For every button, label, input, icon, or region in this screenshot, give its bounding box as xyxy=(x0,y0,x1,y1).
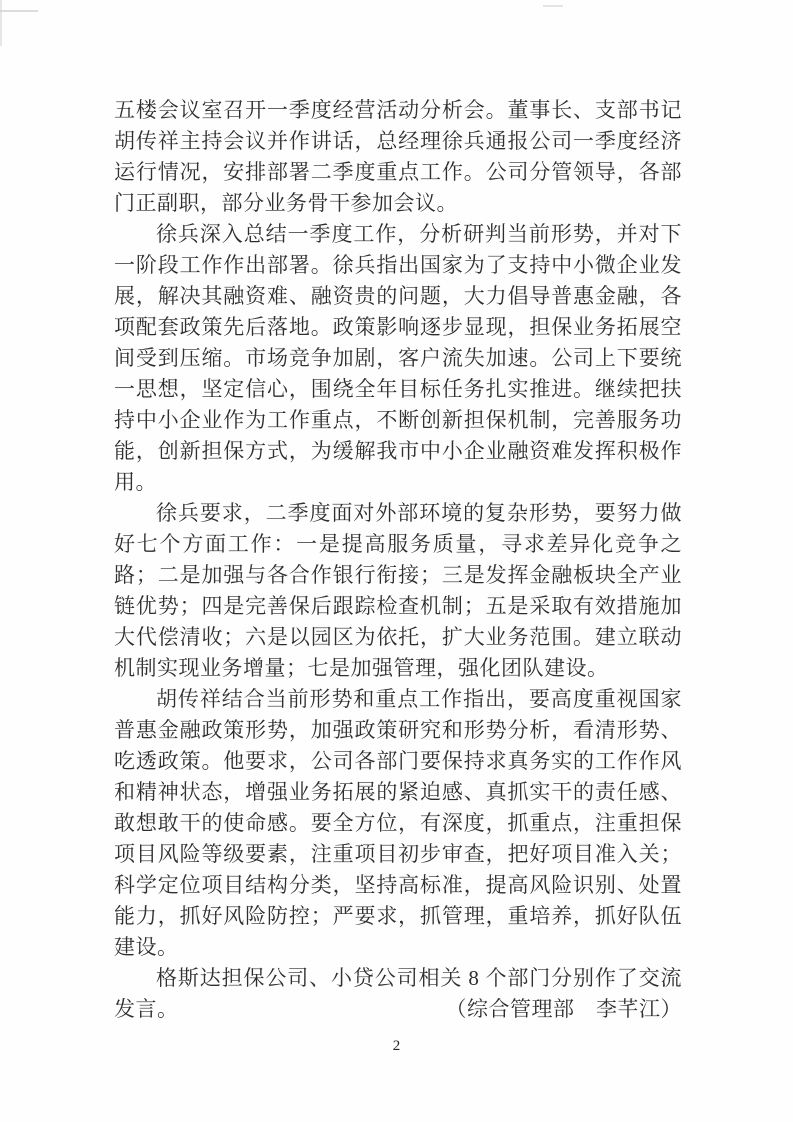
paragraph-text: 格斯达担保公司、小贷公司相关 8 个部门分别作了交流发言。 xyxy=(114,966,682,1021)
scan-artifact-line xyxy=(0,0,2,46)
scan-artifact-line xyxy=(543,5,563,7)
attribution-byline: （综合管理部 李芊江） xyxy=(445,997,682,1021)
page-number: 2 xyxy=(392,1038,401,1054)
paragraph-continuation: 五楼会议室召开一季度经营活动分析会。董事长、支部书记胡传祥主持会议并作讲话，总经理徐兵通报公司一季度经济运行情况，安排部署二季度重点工作。公司分管领导，各部门正副职，部分业务骨干参加会议。 xyxy=(114,98,682,215)
paragraph: 徐兵要求，二季度面对外部环境的复杂形势，要努力做好七个方面工作：一是提高服务质量，寻求差异化竞争之路；二是加强与各合作银行衔接；三是发挥金融板块全产业链优势；四是完善保后跟踪检查机制；五是采取有效措施加大代偿清收；六是以园区为依托，扩大业务范围。建立联动机制实现业务增量；七是加强管理，强化团队建设。 xyxy=(114,501,682,680)
scan-artifact-line xyxy=(0,10,38,12)
paragraph: 徐兵深入总结一季度工作，分析研判当前形势，并对下一阶段工作作出部署。徐兵指出国家为了支持中小微企业发展，解决其融资难、融资贵的问题，大力倡导普惠金融，各项配套政策先后落地。政策影响逐步显现，担保业务拓展空间受到压缩。市场竞争加剧，客户流失加速。公司上下要统一思想，坚定信心，围绕全年目标任务扎实推进。继续把扶持中小企业作为工作重点，不断创新担保机制，完善服务功能，创新担保方式，为缓解我市中小企业融资难发挥积极作用。 xyxy=(114,222,682,494)
paragraph: 胡传祥结合当前形势和重点工作指出，要高度重视国家普惠金融政策形势，加强政策研究和形势分析，看清形势、吃透政策。他要求，公司各部门要保持求真务实的工作作风和精神状态，增强业务拓展的紧迫感、真抓实干的责任感、敢想敢干的使命感。要全方位，有深度，抓重点，注重担保项目风险等级要素，注重项目初步审查，把好项目准入关；科学定位项目结构分类，坚持高标准，提高风险识别、处置能力，抓好风险防控；严要求，抓管理，重培养，抓好队伍建设。 xyxy=(114,687,682,959)
document-body xyxy=(114,95,682,1025)
